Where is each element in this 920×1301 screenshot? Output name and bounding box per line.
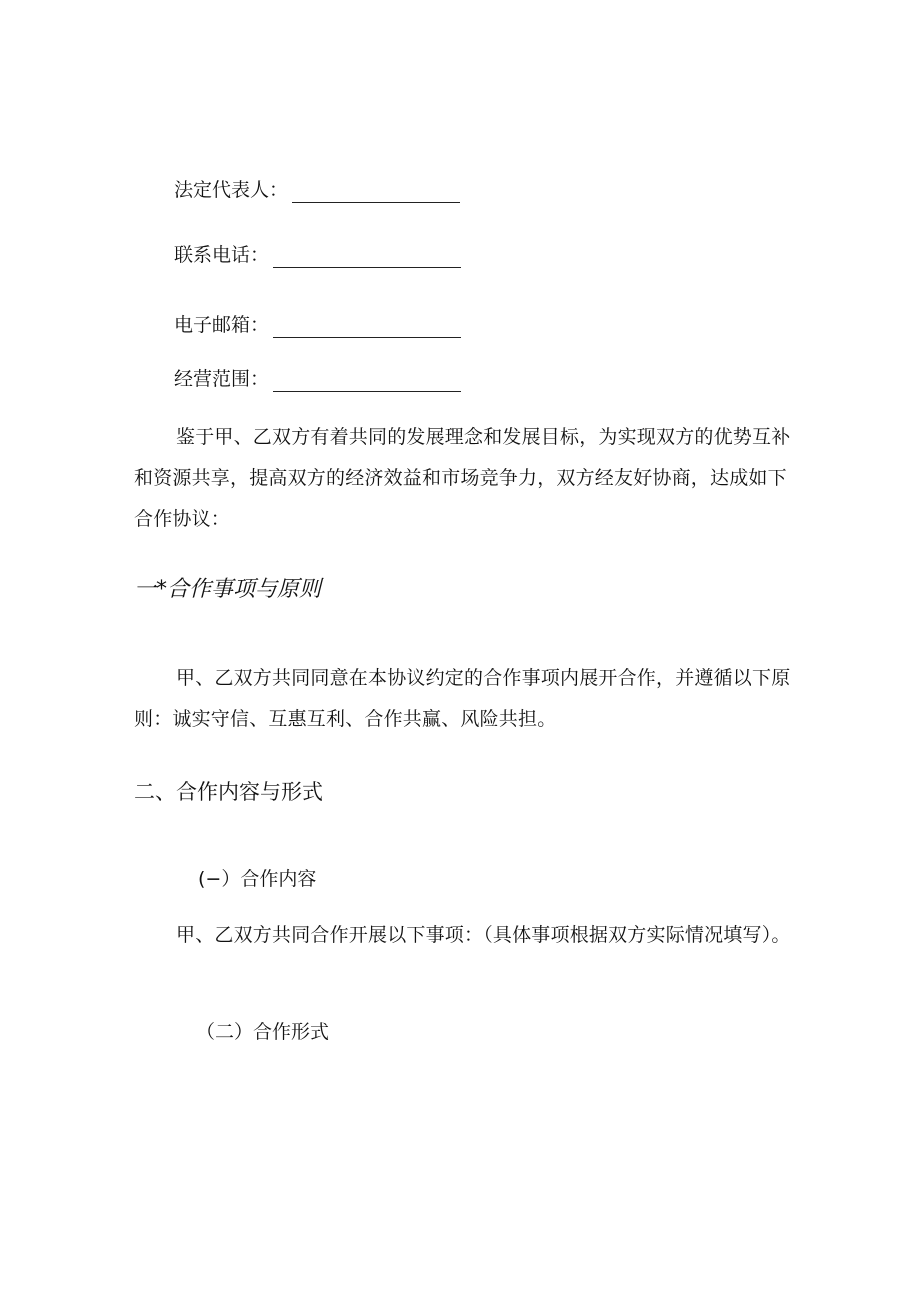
email-blank[interactable] <box>273 319 461 338</box>
phone-field <box>174 242 461 268</box>
email-field <box>174 312 461 338</box>
subsection-content-body: 甲、乙双方共同合作开展以下事项：（具体事项根据双方实际情况填写）。 <box>176 924 791 946</box>
legal-representative-blank[interactable] <box>292 184 460 203</box>
section-2-heading: 二、合作内容与形式 <box>134 780 323 804</box>
section-1-heading: 一*合作事项与原则 <box>134 577 322 602</box>
legal-representative-label: 法定代表人： <box>174 179 289 201</box>
phone-label: 联系电话： <box>174 244 270 266</box>
business-scope-label: 经营范围： <box>174 368 270 390</box>
phone-blank[interactable] <box>273 249 461 268</box>
email-label: 电子邮箱： <box>174 314 270 336</box>
business-scope-field <box>174 366 461 392</box>
section-1-body: 甲、乙双方共同同意在本协议约定的合作事项内展开合作，并遵循以下原则：诚实守信、互惠互利、合作共赢、风险共担。 <box>134 667 791 730</box>
subsection-content-heading: (−）合作内容 <box>198 868 317 890</box>
business-scope-blank[interactable] <box>273 373 461 392</box>
subsection-form-heading: （二）合作形式 <box>196 1021 330 1043</box>
legal-representative-field <box>174 177 460 203</box>
intro-paragraph: 鉴于甲、乙双方有着共同的发展理念和发展目标，为实现双方的优势互补和资源共享，提高双方的经济效益和市场竞争力，双方经友好协商，达成如下合作协议： <box>134 426 791 530</box>
